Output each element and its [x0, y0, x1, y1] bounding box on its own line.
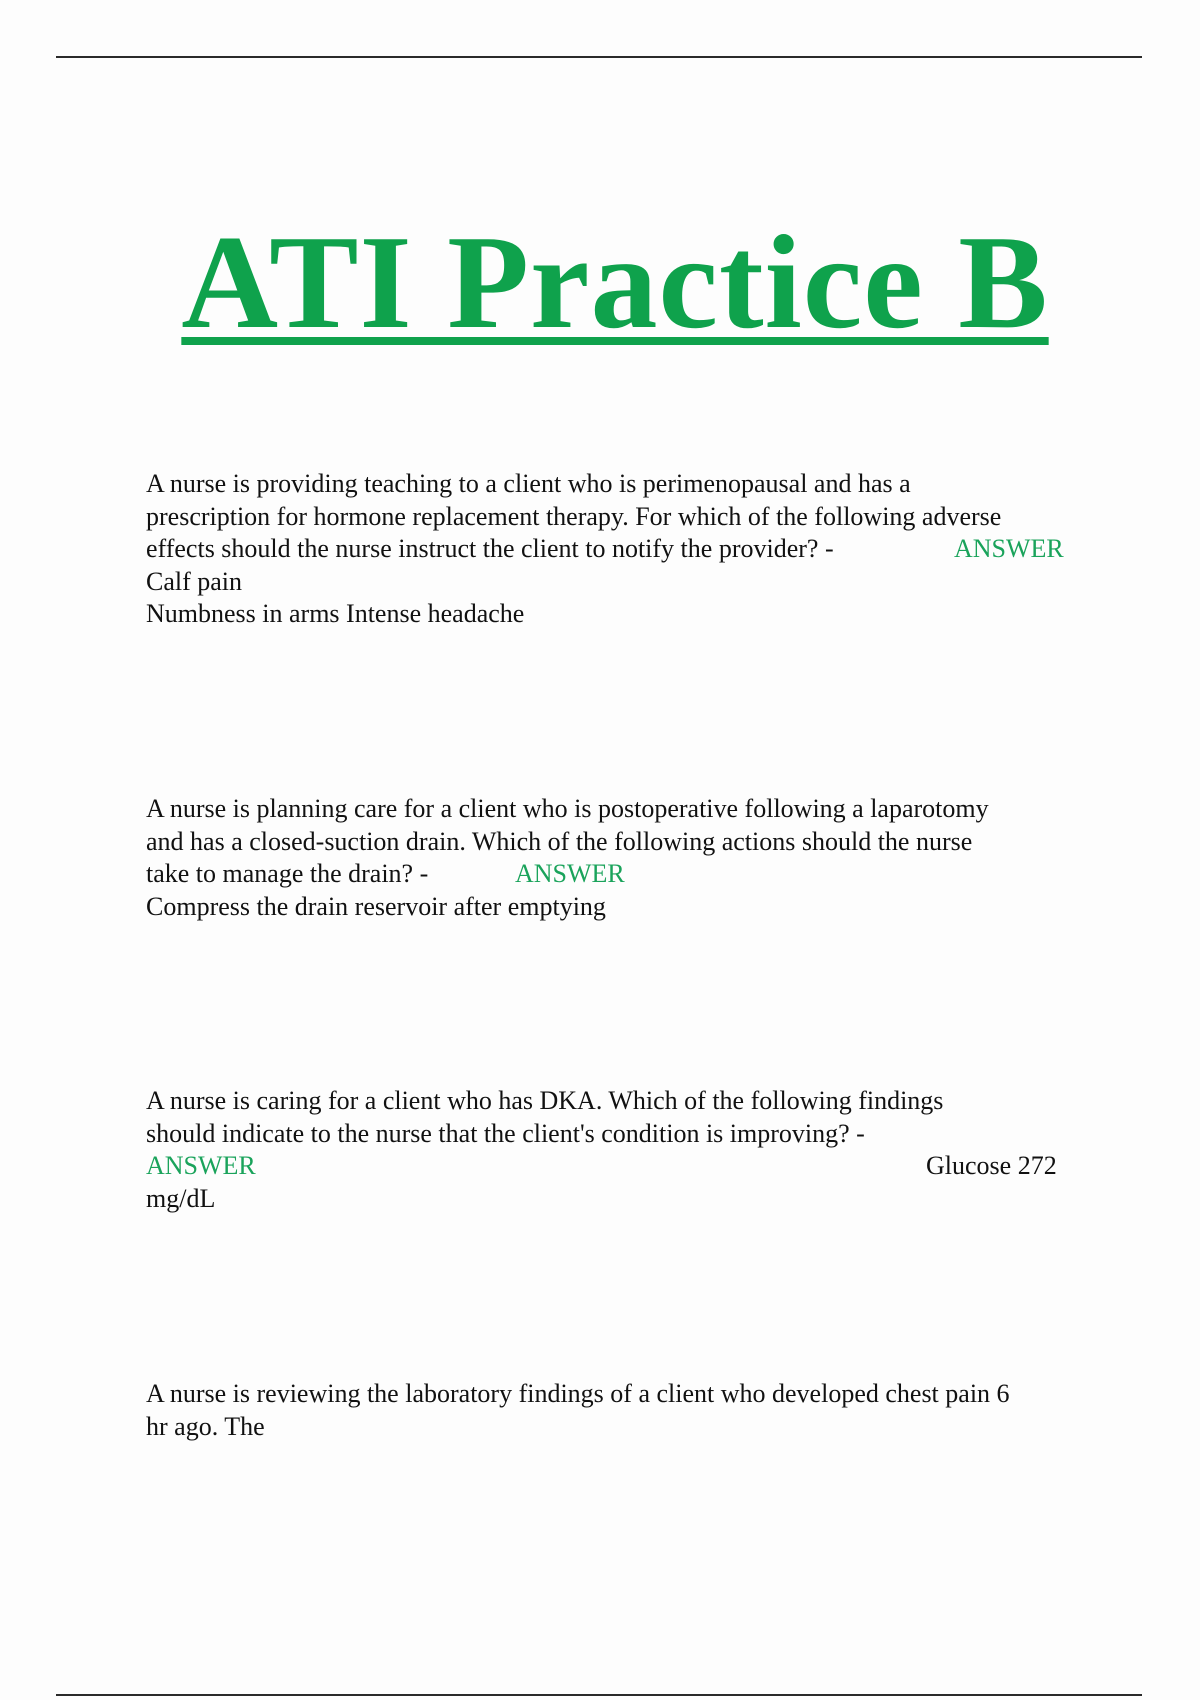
question-line: A nurse is planning care for a client who is postoperative following a laparotomy: [146, 794, 989, 823]
question-line: should indicate to the nurse that the client's condition is improving? -: [146, 1118, 865, 1148]
top-rule: [56, 56, 1142, 58]
answer-line: Numbness in arms Intense headache: [146, 599, 525, 628]
question-line: [146, 533, 1086, 566]
answer-line: Compress the drain reservoir after emptying: [146, 891, 606, 921]
question-line: A nurse is providing teaching to a client who is perimenopausal and has a: [146, 469, 911, 498]
question-line: prescription for hormone replacement therapy. For which of the following adverse: [146, 501, 1002, 531]
question-block-4: [146, 1378, 1086, 1443]
question-line: hr ago. The: [146, 1411, 265, 1441]
question-text: take to manage the drain? -: [146, 859, 429, 888]
question-line: [146, 1150, 1086, 1183]
question-block-2: [146, 793, 1086, 923]
question-block-1: [146, 468, 1086, 631]
question-line: A nurse is reviewing the laboratory findings of a client who developed chest pain 6: [146, 1379, 1010, 1408]
answer-label: ANSWER: [954, 534, 1064, 563]
answer-label: ANSWER: [146, 1151, 256, 1180]
answer-label: ANSWER: [515, 859, 625, 888]
answer-line: Calf pain: [146, 566, 243, 596]
document-title: ATI Practice B: [181, 208, 1049, 356]
question-line: [146, 858, 1086, 891]
bottom-rule: [56, 1694, 1142, 1696]
answer-text: Glucose 272: [926, 1151, 1057, 1180]
question-block-3: [146, 1085, 1086, 1215]
question-line: A nurse is caring for a client who has DKA. Which of the following findings: [146, 1086, 944, 1115]
question-line: and has a closed-suction drain. Which of the following actions should the nurse: [146, 826, 973, 856]
answer-line: mg/dL: [146, 1183, 216, 1213]
question-text: effects should the nurse instruct the client to notify the provider? -: [146, 534, 834, 563]
